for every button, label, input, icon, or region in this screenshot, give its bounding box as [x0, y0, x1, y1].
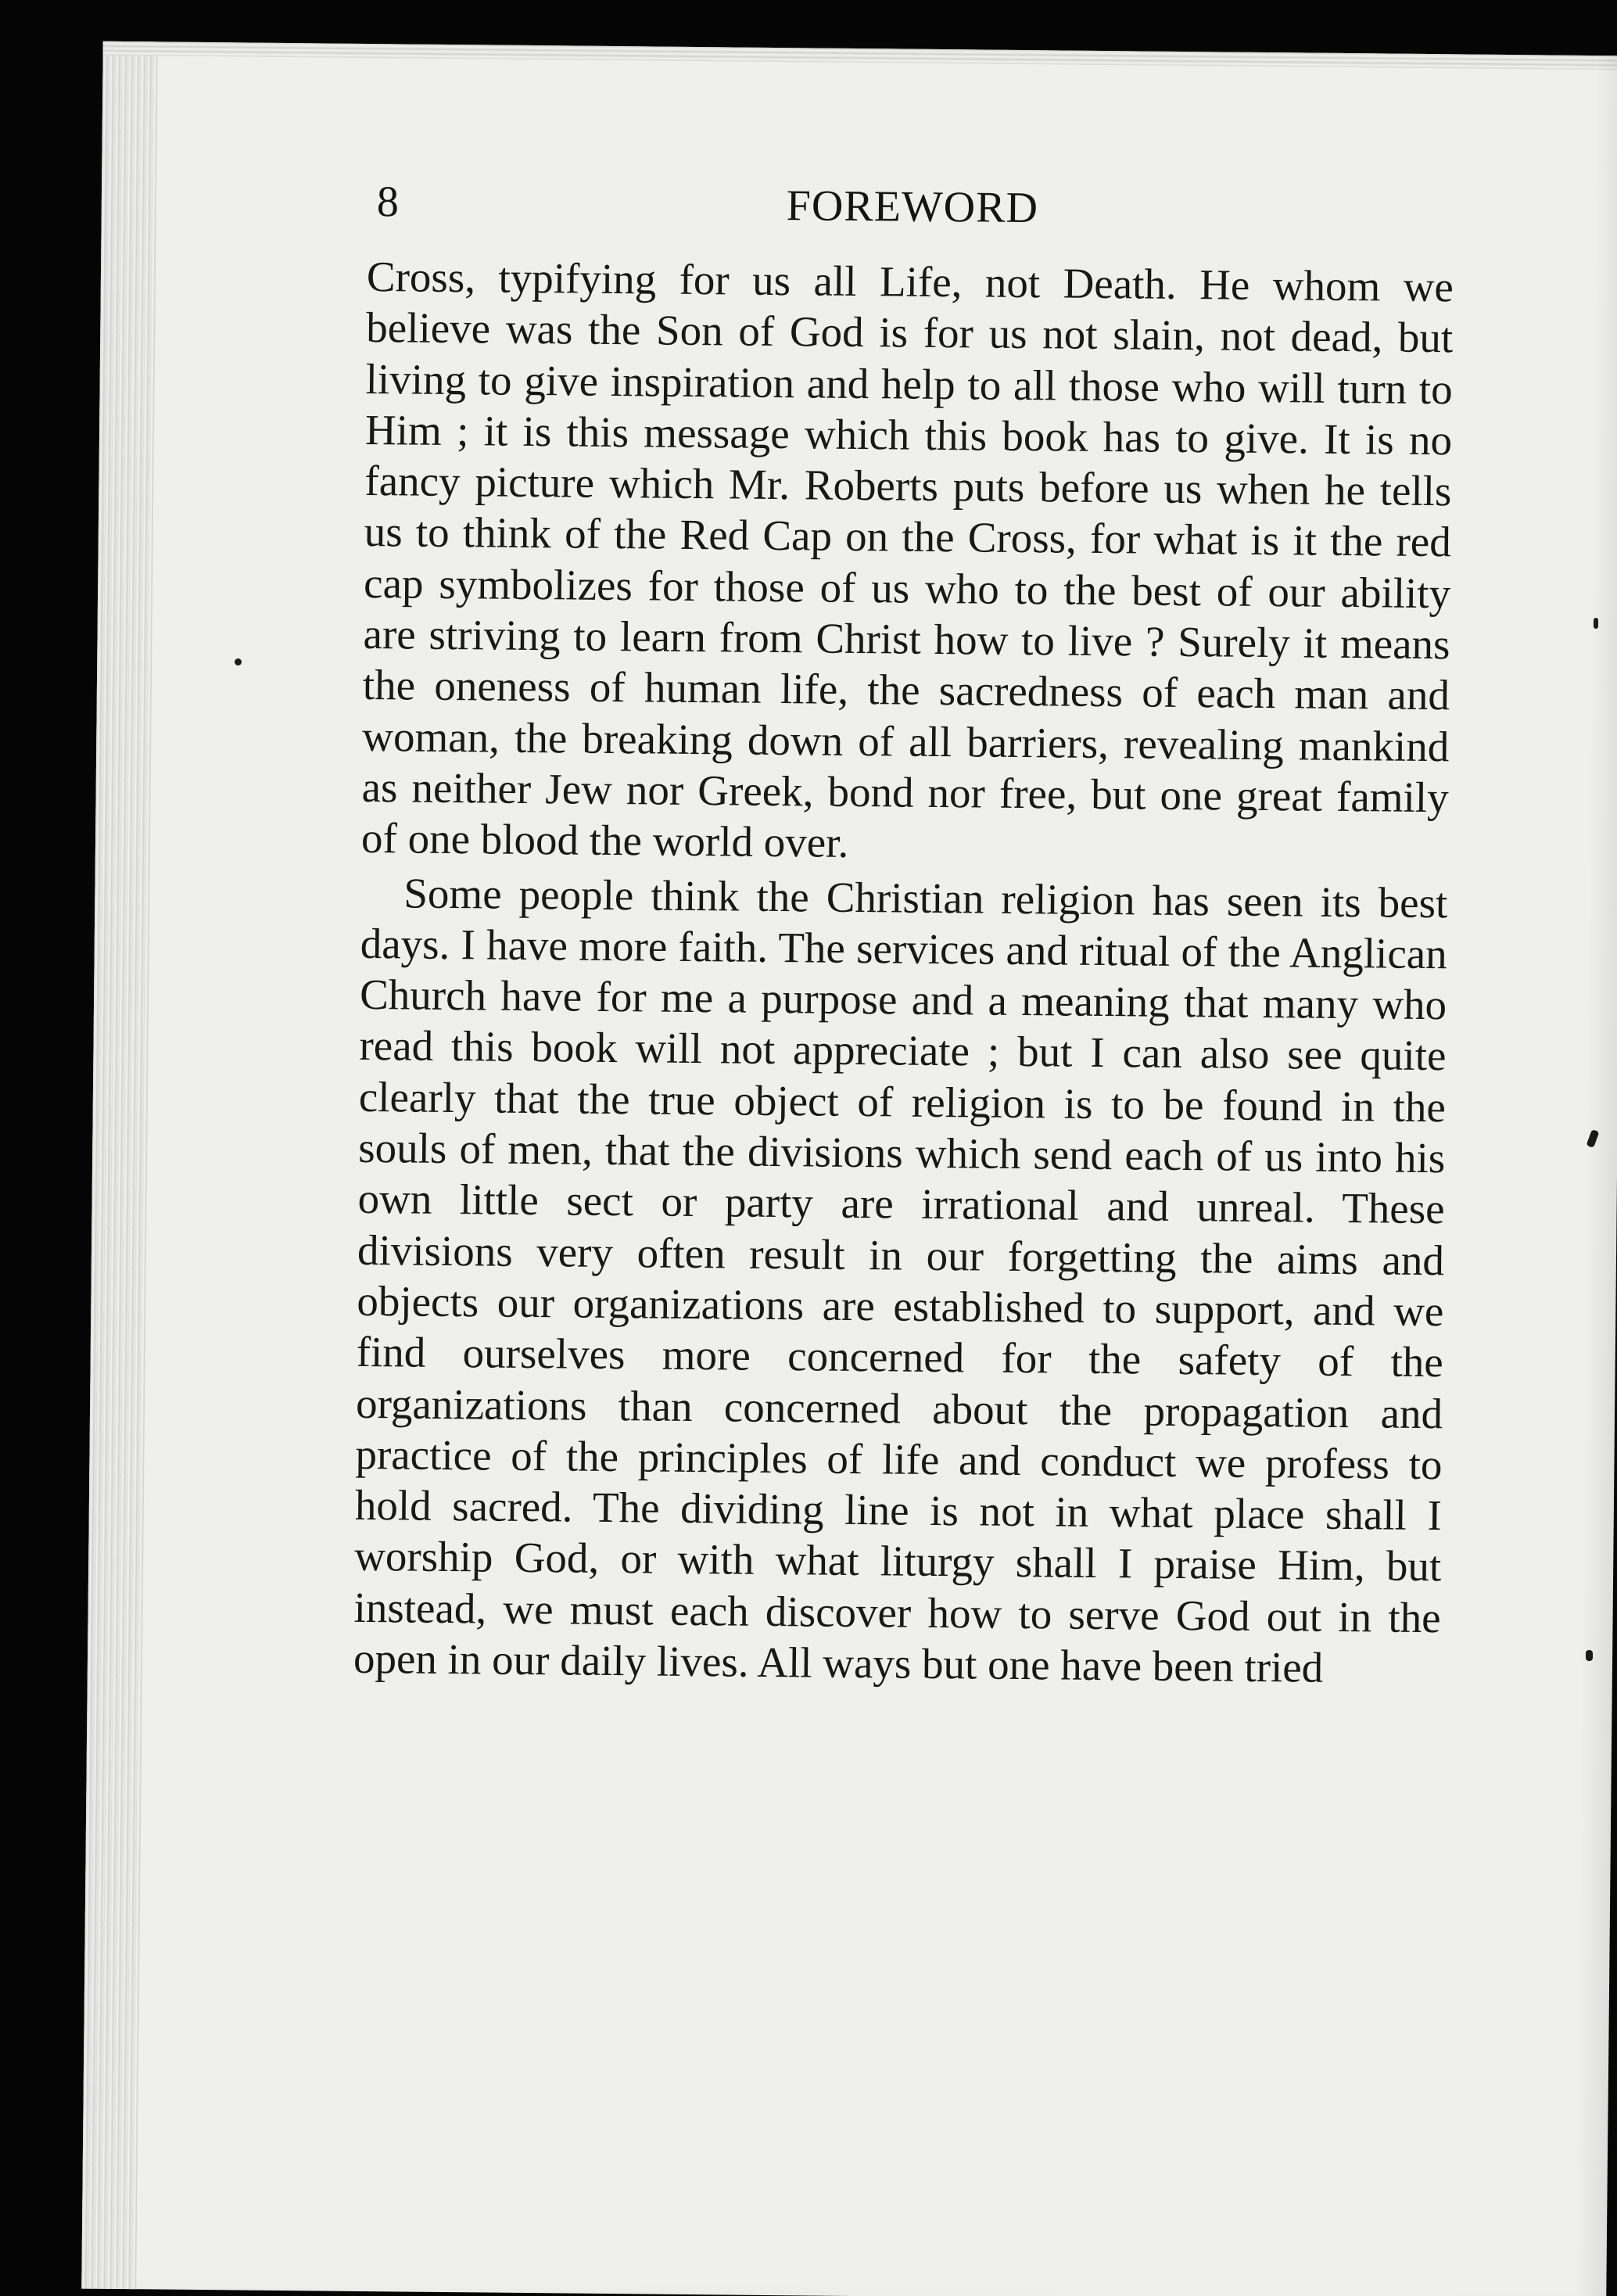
scan-speck — [1586, 1650, 1593, 1661]
scan-speck — [235, 658, 242, 665]
scan-speck — [1594, 618, 1598, 629]
paragraph-1: Cross, typifying for us all Life, not Death. He whom we believe was the Son of God is for us not slain, not dead, but living to give inspiration and help to all those who will turn to Him ; it is this message which this book has to give. It is no fancy picture which Mr. Roberts puts before us when he tells us to think of the Red Cap on the Cross, for what is it the red cap symbolizes for those of us who to the best of our ability are striving to learn from Christ how to live ? Surely it means the oneness of human life, the sacredness of each man and woman, the breaking down of all barriers, revealing mankind as neither Jew nor Greek, bond nor free, but one great family of one blood the world over. — [360, 252, 1454, 867]
page-number: 8 — [376, 178, 400, 227]
page-right-shadow — [1575, 56, 1617, 2296]
page-spine-edge — [81, 41, 158, 2290]
paragraph-2: Some people think the Christian religion has seen its best days. I have more faith. The services and ritual of the Anglican Church have for me a purpose and a meaning that many who read this book will not appreciate ; but I can also see quite clearly that the true object of religion is to be found in the souls of men, that the divisions which send each of us into his own little sect or party are irrational and unreal. These divisions very often result in our forgetting the aims and objects our organizations are established to support, and we find ourselves more concerned for the safety of the organizations than concerned about the propagation and practice of the principles of life and conduct we profess to hold sacred. The dividing line is not in what place shall I worship God, or with what liturgy shall I praise Him, but instead, we must each discover how to serve God out in the open in our daily lives. All ways but one have been tried — [353, 869, 1448, 1692]
running-head: FOREWORD — [786, 181, 1039, 233]
page-header — [376, 177, 1448, 249]
page-top-edge — [103, 41, 1617, 70]
book-page — [81, 41, 1617, 2296]
body-text — [353, 251, 1454, 1695]
